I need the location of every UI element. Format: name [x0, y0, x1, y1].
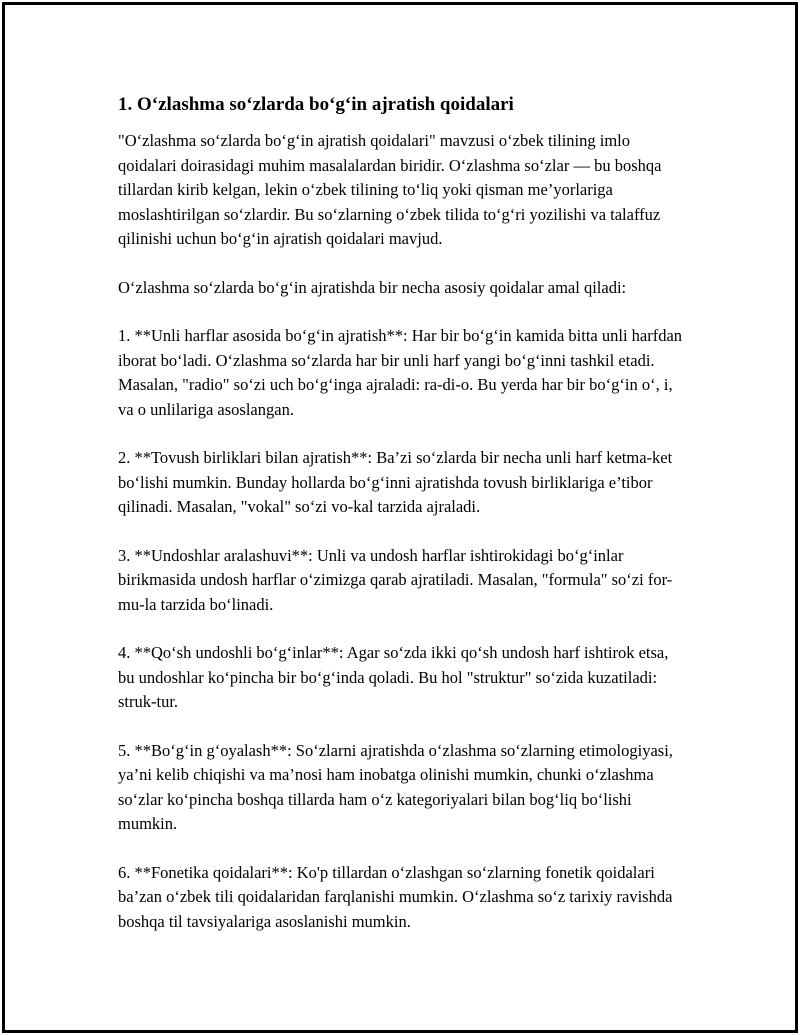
rule-5-paragraph: 5. **Bo‘g‘in g‘oyalash**: So‘zlarni ajratishda o‘zlashma so‘zlarning etimologiyasi, ya’ni kelib chiqishi va ma’nosi ham inobatga olinishi mumkin, chunki o‘zlashma so‘zlar ko‘pincha boshqa tillarda ham o‘z kategoriyalari bilan bog‘liq bo‘lishi mumkin. — [118, 740, 673, 833]
rule-1-paragraph: 1. **Unli harflar asosida bo‘g‘in ajratish**: Har bir bo‘g‘in kamida bitta unli harfdan iborat bo‘ladi. O‘zlashma so‘zlarda har bir unli harf yangi bo‘g‘inni tashkil etadi. Masalan, "radio" so‘zi uch bo‘g‘inga ajraladi: ra-di-o. Bu yerda har bir bo‘g‘in o‘, i, va o unlilariga asoslangan. — [118, 326, 683, 419]
document-title: 1. O‘zlashma so‘zlarda bo‘g‘in ajratish qoidalari — [118, 94, 514, 115]
rule-2-paragraph: 2. **Tovush birliklari bilan ajratish**: Ba’zi so‘zlarda bir necha unli harf ketma-ket bo‘lishi mumkin. Bunday hollarda bo‘g‘inni ajratishda tovush birliklariga e’tibor qilinadi. Masalan, "vokal" so‘zi vo-kal tarzida ajraladi. — [118, 448, 673, 516]
document-body — [118, 92, 688, 958]
rule-4-paragraph: 4. **Qo‘sh undoshli bo‘g‘inlar**: Agar so‘zda ikki qo‘sh undosh harf ishtirok etsa, bu undoshlar ko‘pincha bir bo‘g‘inda qoladi. Bu hol "struktur" so‘zida kuzatiladi: struk-tur. — [118, 643, 669, 711]
rule-6-paragraph: 6. **Fonetika qoidalari**: Ko'p tillardan o‘zlashgan so‘zlarning fonetik qoidalari ba’zan o‘zbek tili qoidalaridan farqlanishi mumkin. O‘zlashma so‘z tarixiy ravishda boshqa til tavsiyalariga asoslanishi mumkin. — [118, 862, 673, 931]
rule-3-paragraph: 3. **Undoshlar aralashuvi**: Unli va undosh harflar ishtirokidagi bo‘g‘inlar birikmasida undosh harflar o‘zimizga qarab ajratiladi. Masalan, "formula" so‘zi for-mu-la tarzida bo‘linadi. — [118, 545, 673, 614]
rules-lead-paragraph: O‘zlashma so‘zlarda bo‘g‘in ajratishda bir necha asosiy qoidalar amal qiladi: — [118, 277, 627, 297]
intro-paragraph: "O‘zlashma so‘zlarda bo‘g‘in ajratish qoidalari" mavzusi o‘zbek tilining imlo qoidalari doirasidagi muhim masalalardan biridir. O‘zlashma so‘zlar — bu boshqa tillardan kirib kelgan, lekin o‘zbek tilining to‘liq yoki qisman me’yorlariga moslashtirilgan so‘zlardir. Bu so‘zlarning o‘zbek tilida to‘g‘ri yozilishi va talaffuz qilinishi uchun bo‘g‘in ajratish qoidalari mavjud. — [118, 131, 662, 248]
